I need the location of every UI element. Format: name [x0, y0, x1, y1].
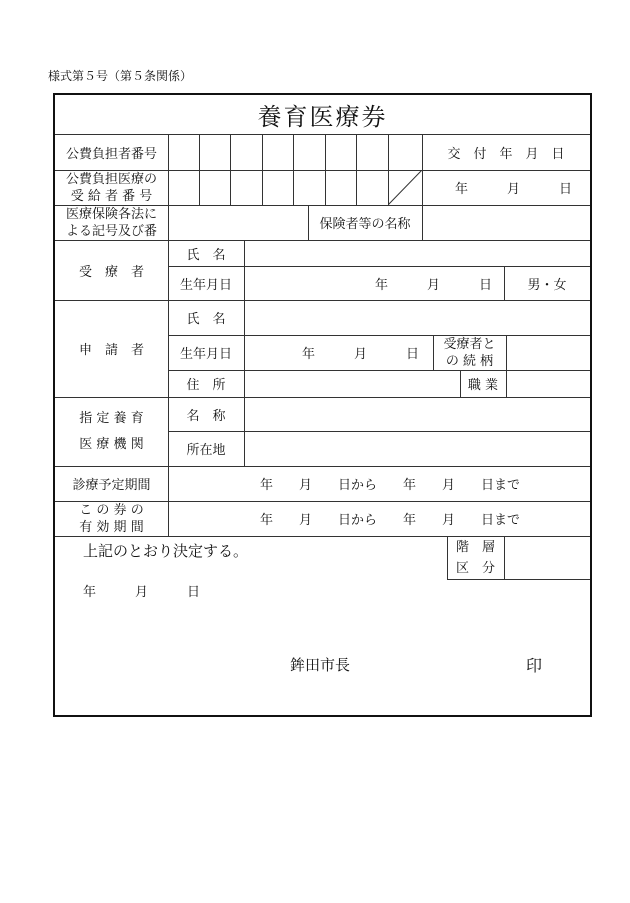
- decision-date: 年 月 日: [83, 584, 201, 600]
- row-line: [55, 536, 590, 537]
- designated-institution-label: 指 定 養 育 医 療 機 関: [79, 410, 144, 452]
- insurer-name-label: 保険者等の名称: [319, 217, 411, 232]
- form-number-note: 様式第５号（第５条関係）: [48, 69, 193, 83]
- address-label: 住 所: [186, 378, 226, 393]
- cell-line: [506, 370, 507, 397]
- class-division-label: 階 層 区 分: [455, 539, 495, 576]
- public-payer-number-label: 公費負担者番号: [65, 146, 157, 162]
- patient-birthdate-value: 年 月 日: [374, 277, 492, 293]
- mayor-name: 鉾田市長: [289, 655, 350, 674]
- applicant-birthdate-label: 生年月日: [179, 347, 232, 362]
- digit-box-line: [356, 134, 357, 205]
- insurance-symbol-label: 医療保険各法に よる記号及び番: [65, 206, 157, 239]
- institution-location-label: 所在地: [186, 443, 226, 458]
- medical-care-certificate-form: [53, 93, 592, 717]
- seal-mark: 印: [525, 655, 542, 675]
- validity-period-label: こ の 券 の 有 効 期 間: [79, 502, 144, 535]
- row-line: [447, 579, 590, 580]
- applicant-label: 申 請 者: [78, 343, 144, 358]
- digit-box-line: [262, 134, 263, 205]
- treatment-period-value: 年 月 日から 年 月 日まで: [259, 478, 520, 493]
- issue-date-label: 交 付 年 月 日: [447, 146, 565, 162]
- applicant-birthdate-value: 年 月 日: [301, 347, 419, 362]
- issue-date-value: 年 月 日: [454, 182, 572, 197]
- relationship-label: 受療者と の 続 柄: [443, 336, 496, 369]
- digit-box-line: [230, 134, 231, 205]
- cell-line: [422, 205, 423, 240]
- cell-line: [506, 335, 507, 370]
- recipient-number-label: 公費負担医療の 受 給 者 番 号: [65, 171, 157, 204]
- digit-box-line: [293, 134, 294, 205]
- occupation-label: 職 業: [467, 378, 499, 393]
- patient-birthdate-label: 生年月日: [179, 277, 232, 293]
- treatment-period-label: 診療予定期間: [72, 478, 151, 493]
- form-title: 養育医療券: [257, 103, 388, 131]
- digit-box-line: [199, 134, 200, 205]
- decision-statement: 上記のとおり決定する。: [83, 541, 249, 560]
- institution-name-label: 名 称: [186, 408, 226, 424]
- digit-box-line: [325, 134, 326, 205]
- diagonal-strike: [388, 170, 423, 206]
- cell-line: [504, 536, 505, 579]
- patient-name-label: 氏 名: [186, 247, 226, 263]
- sex-field: 男・女: [527, 277, 567, 293]
- patient-label: 受 療 者: [78, 264, 144, 280]
- validity-period-value: 年 月 日から 年 月 日まで: [259, 513, 520, 528]
- applicant-name-label: 氏 名: [186, 312, 226, 327]
